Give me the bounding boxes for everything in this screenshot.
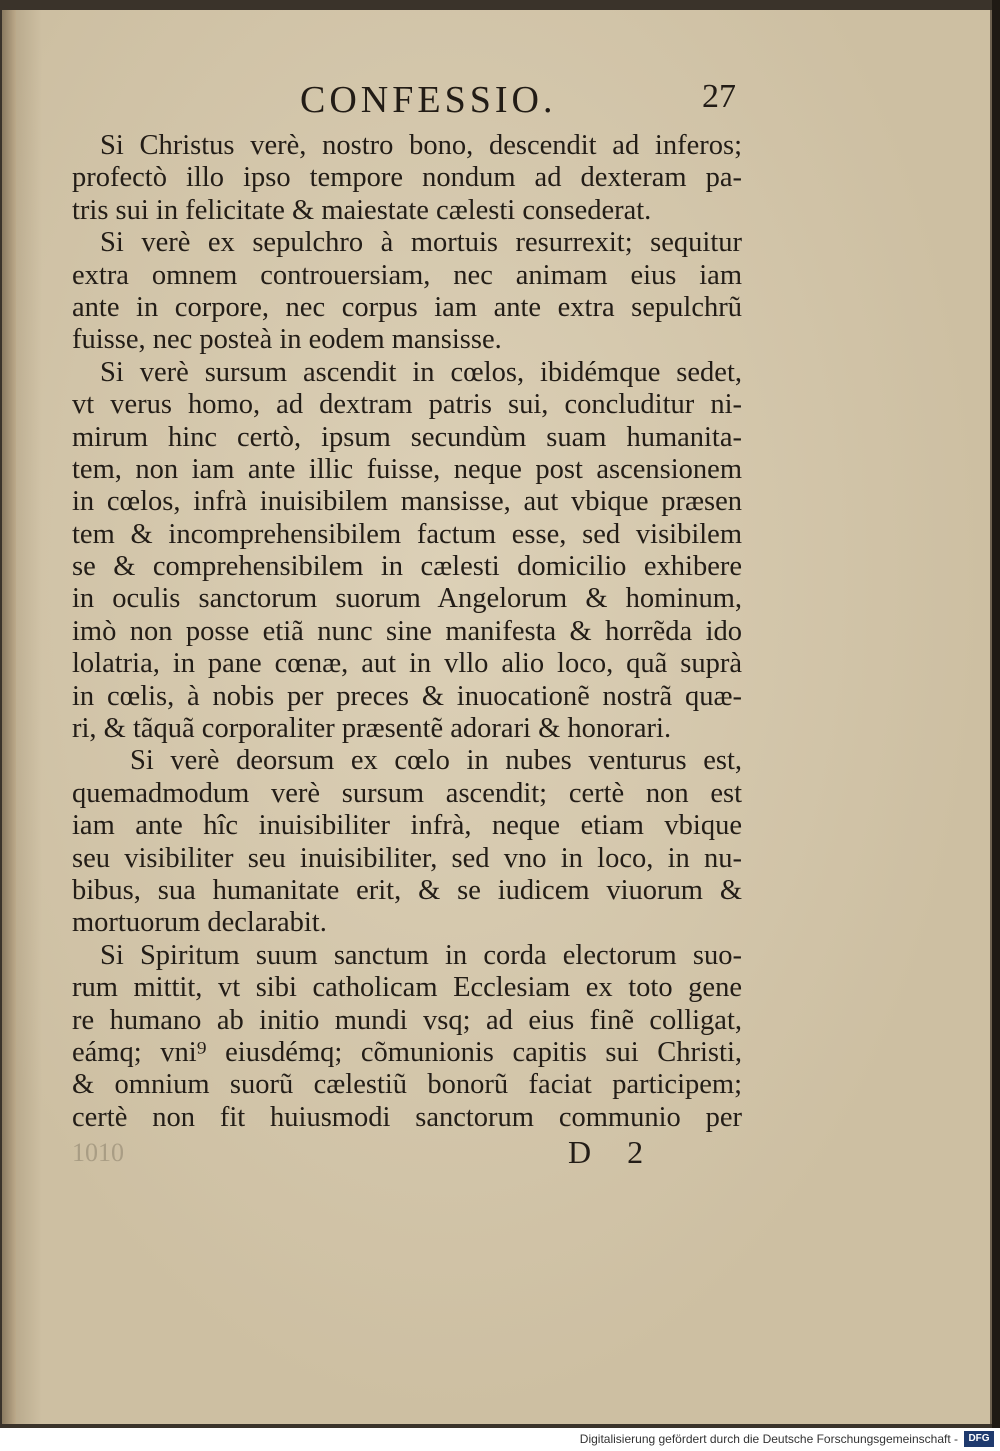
footer-bar: [0, 1428, 1000, 1451]
text-line: mortuorum declarabit.: [72, 907, 327, 939]
text-line: Si verè ex sepulchro à mortuis resurrexit; sequitur: [100, 227, 742, 259]
text-line: Si verè sursum ascendit in cœlos, ibidémque sedet,: [100, 356, 742, 388]
text-line: rum mittit, vt sibi catholicam Ecclesiam ex toto gene: [72, 972, 742, 1004]
text-line: ri, & tãquã corporaliter præsentẽ adorari & honorari.: [72, 713, 672, 745]
text-line: iam ante hîc inuisibiliter infrà, neque etiam vbique: [72, 810, 742, 842]
text-line: lolatria, in pane cœnæ, aut in vllo alio loco, quã suprà: [72, 648, 742, 680]
text-line: eámq; vni⁹ eiusdémq; cõmunionis capitis sui Christi,: [72, 1036, 742, 1068]
page-number: 27: [702, 78, 736, 115]
text-line: in cœlos, infrà inuisibilem mansisse, aut vbique præsen: [72, 486, 742, 518]
text-line: se & comprehensibilem in cælesti domicilio exhibere: [72, 551, 742, 583]
text-line: imò non posse etiã nunc sine manifesta & horrẽda ido: [72, 615, 742, 647]
text-line: tem, non iam ante illic fuisse, neque post ascensionem: [72, 453, 742, 485]
text-line: Si Christus verè, nostro bono, descendit ad inferos;: [100, 130, 742, 161]
running-title: CONFESSIO.: [300, 79, 557, 121]
text-line: Si verè deorsum ex cœlo in nubes venturus est,: [130, 745, 742, 777]
text-line: & omnium suorũ cælestiũ bonorũ faciat participem;: [72, 1069, 742, 1101]
text-line: in cœlis, à nobis per preces & inuocationẽ nostrã quæ-: [72, 680, 742, 712]
footer-credit: Digitalisierung gefördert durch die Deutsche Forschungsgemeinschaft -: [579, 1432, 958, 1446]
text-line: extra omnem controuersiam, nec animam eius iam: [72, 259, 742, 291]
text-line: tris sui in felicitate & maiestate cælesti consederat.: [72, 194, 652, 226]
text-line: bibus, sua humanitate erit, & se iudicem viuorum &: [72, 874, 742, 906]
dfg-logo-icon: DFG: [964, 1431, 994, 1447]
book-page: [2, 10, 993, 1424]
text-line: Si Spiritum suum sanctum in corda electorum suo-: [100, 939, 742, 971]
page-gutter: [2, 10, 16, 1424]
scan-edge: [992, 0, 1000, 1428]
page-header: [2, 78, 990, 128]
text-line: fuisse, nec posteà in eodem mansisse.: [72, 324, 502, 356]
text-line: mirum hinc certò, ipsum secundùm suam humanita-: [72, 421, 742, 453]
text-line: seu visibiliter seu inuisibiliter, sed vno in loco, in nu-: [72, 842, 742, 874]
text-line: quemadmodum verè sursum ascendit; certè non est: [72, 777, 742, 809]
text-line: vt verus homo, ad dextram patris sui, concluditur ni-: [72, 389, 742, 421]
text-line: certè non fit huiusmodi sanctorum communio per: [72, 1101, 742, 1133]
text-line: profectò illo ipso tempore nondum ad dexteram pa-: [72, 162, 742, 194]
text-line: re humano ab initio mundi vsq; ad eius finẽ colligat,: [72, 1004, 742, 1036]
text-line: tem & incomprehensibilem factum esse, sed visibilem: [72, 518, 742, 550]
text-line: in oculis sanctorum suorum Angelorum & hominum,: [72, 583, 742, 615]
body-text: [72, 130, 742, 1134]
faint-mark: 1010: [72, 1138, 124, 1167]
text-line: ante in corpore, nec corpus iam ante extra sepulchrũ: [72, 291, 742, 323]
signature-mark: D 2: [568, 1134, 658, 1170]
